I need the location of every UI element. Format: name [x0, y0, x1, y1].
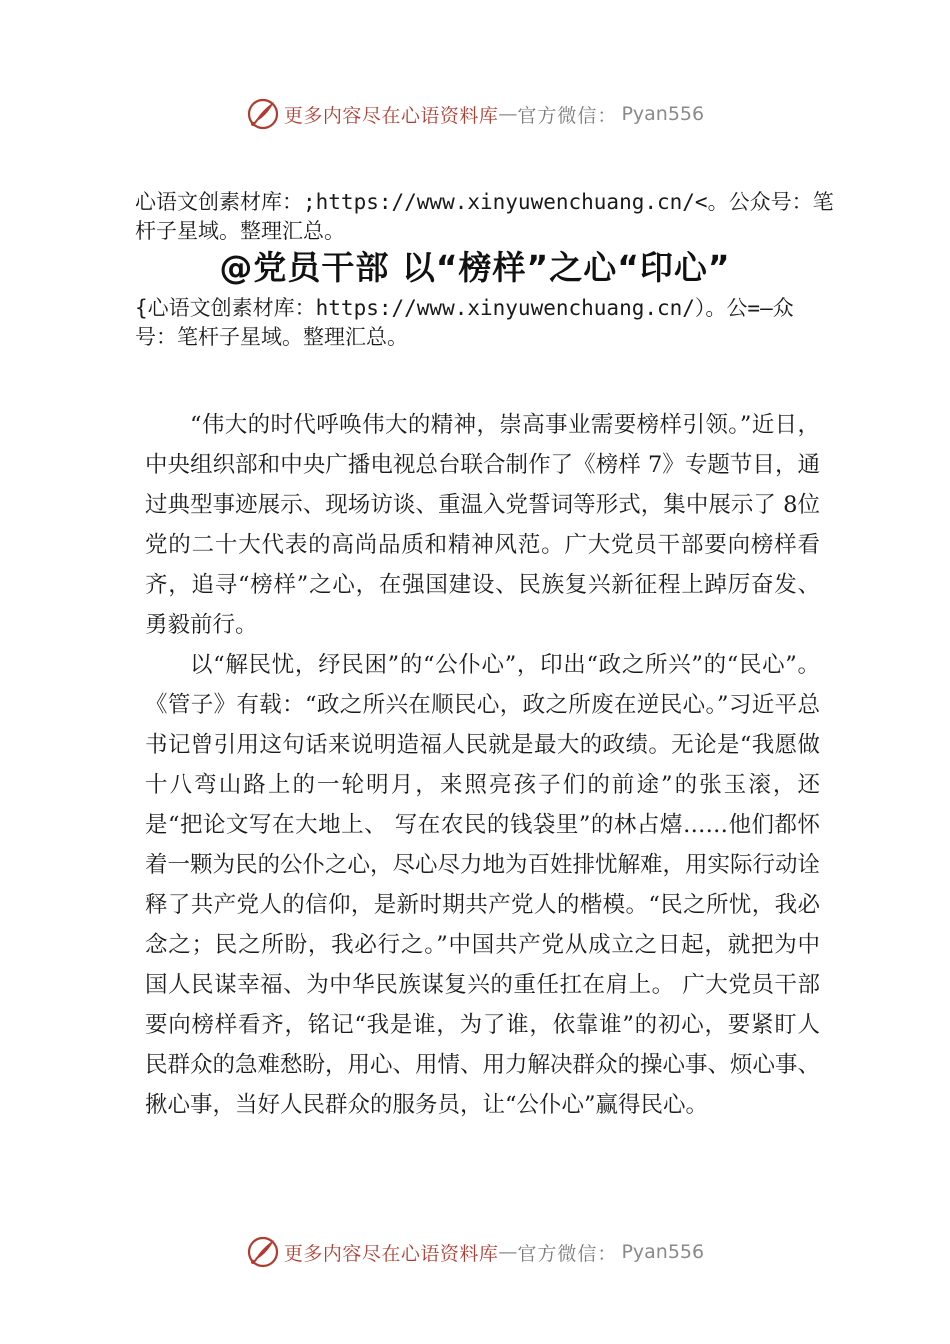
footer-banner: [0, 1232, 950, 1272]
banner-wechat-label: 官方微信：: [517, 104, 618, 127]
banner-text: 更多内容尽在心语资料库: [283, 104, 499, 127]
header-banner: [0, 94, 950, 134]
article-body: [145, 405, 820, 1125]
banner-wechat-id: Pyan556: [621, 103, 705, 125]
banner-wechat-label: 官方微信：: [517, 1242, 618, 1265]
paragraph: 以“解民忧，纾民困”的“公仆心”，印出“政之所兴”的“民心”。《管子》有载：“政之所兴在顺民心，政之所废在逆民心。”习近平总书记曾引用这句话来说明造福人民就是最大的政绩。无论是“我愿做十八弯山路上的一轮明月，来照亮孩子们的前途”的张玉滚，还是“把论文写在大地上、 写在农民的钱袋里”的林占熺……他们都怀着一颗为民的公仆之心，尽心尽力地为百姓排忧解难，用实际行动诠释了共产党人的信仰，是新时期共产党人的楷模。“民之所忧，我必念之；民之所盼，我必行之。”中国共产党从成立之日起，就把为中国人民谋幸福、为中华民族谋复兴的重任扛在肩上。 广大党员干部要向榜样看齐，铭记“我是谁，为了谁，依靠谁”的初心，要紧盯人民群众的急难愁盼，用心、用情、用力解决群众的操心事、烦心事、揪心事，当好人民群众的服务员，让“公仆心”赢得民心。: [145, 652, 821, 1118]
source-note-top: 心语文创素材库：;https://www.xinyuwenchuang.cn/<。公众号：笔杆子星域。整理汇总。: [135, 190, 834, 243]
paragraph: “伟大的时代呼唤伟大的精神，崇高事业需要榜样引领。”近日，中央组织部和中央广播电视总台联合制作了《榜样 7》专题节目，通过典型事迹展示、现场访谈、重温入党誓词等形式，集中展示了 8位党的二十大代表的高尚品质和精神风范。广大党员干部要向榜样看齐，追寻“榜样”之心，在强国建设、民族复兴新征程上踔厉奋发、勇毅前行。: [145, 412, 820, 638]
banner-wechat-id: Pyan556: [621, 1241, 705, 1263]
quill-pen-logo-icon: [246, 97, 280, 131]
banner-text: 更多内容尽在心语资料库: [283, 1242, 499, 1265]
page-title: @党员干部 以“榜样”之心“印心”: [219, 248, 731, 287]
banner-separator: —: [498, 103, 518, 125]
source-note-bottom: {心语文创素材库：https://www.xinyuwenchuang.cn/）。公=—众号：笔杆子星域。整理汇总。: [135, 296, 794, 349]
banner-separator: —: [498, 1241, 518, 1263]
quill-pen-logo-icon: [246, 1235, 280, 1269]
